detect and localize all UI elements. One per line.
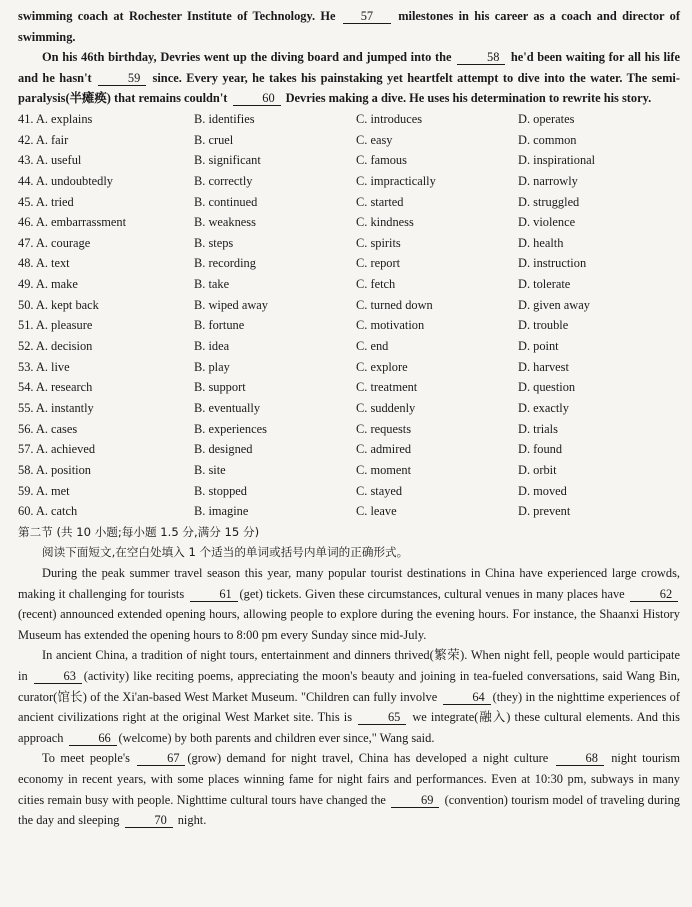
option-row — [18, 357, 680, 378]
passage-a-p1-text-1: swimming coach at Rochester Institute of Technology. He — [18, 9, 336, 23]
blank-69: 69 — [391, 793, 439, 808]
option-d: D. given away — [518, 297, 590, 312]
option-c: C. stayed — [356, 483, 403, 498]
passage-b-p1-text-3: (recent) announced extended opening hours, allowing people to explore during the evening hours. For instance, the Shaanxi History Museum has extended the opening hours to 8:00 pm every Sunday since mid-July. — [18, 607, 680, 642]
option-b: B. stopped — [194, 483, 248, 498]
option-b: B. support — [194, 380, 246, 395]
blank-58: 58 — [457, 50, 505, 65]
option-c: C. report — [356, 256, 401, 271]
option-b: B. weakness — [194, 215, 256, 230]
option-row — [18, 109, 680, 130]
option-c: C. leave — [356, 504, 397, 519]
blank-68: 68 — [556, 751, 604, 766]
option-b: B. experiences — [194, 421, 267, 436]
option-b: B. play — [194, 359, 230, 374]
option-row — [18, 315, 680, 336]
option-row — [18, 192, 680, 213]
passage-b-p3-text-2: (grow) demand for night travel, China has developed a night culture — [187, 751, 549, 766]
option-a: 59. A. met — [18, 483, 70, 498]
option-d: D. common — [518, 132, 577, 147]
option-d: D. harvest — [518, 359, 569, 374]
option-d: D. prevent — [518, 504, 571, 519]
option-row — [18, 439, 680, 460]
option-d: D. instruction — [518, 256, 587, 271]
passage-a-p2-text-2: he'd been waiting for all his life and he hasn't — [18, 50, 680, 85]
option-b: B. imagine — [194, 504, 249, 519]
option-row — [18, 336, 680, 357]
option-a: 45. A. tried — [18, 194, 74, 209]
option-c: C. suddenly — [356, 400, 416, 415]
option-row — [18, 481, 680, 502]
option-row — [18, 419, 680, 440]
option-row — [18, 171, 680, 192]
blank-65: 65 — [358, 710, 406, 725]
option-c: C. fetch — [356, 277, 396, 292]
option-d: D. found — [518, 442, 563, 457]
option-c: C. motivation — [356, 318, 425, 333]
option-b: B. eventually — [194, 400, 261, 415]
option-b: B. recording — [194, 256, 256, 271]
option-d: D. moved — [518, 483, 567, 498]
passage-b-p2-text-3: (they) in the nighttime experiences of ancient civilizations right at the original West Market site. This is — [18, 689, 680, 725]
passage-b-p3-text-1: To meet people's — [42, 751, 130, 766]
passage-b-p1-text-1: During the peak summer travel season this year, many popular tourist destinations in China have experienced large crowds, making it challenging for tourists — [18, 565, 680, 601]
option-b: B. designed — [194, 442, 253, 457]
option-d: D. point — [518, 339, 559, 354]
passage-a-p2-text-4: Devries making a dive. He uses his determination to rewrite his story. — [285, 91, 652, 106]
passage-b-p2-text-5: (welcome) by both parents and children ever since," Wang said. — [118, 730, 435, 745]
option-a: 52. A. decision — [18, 339, 93, 354]
passage-b-p3-text-4: (convention) tourism model of traveling during the day and sleeping — [18, 792, 680, 828]
passage-b-p2-text-1: In ancient China, a tradition of night tours, entertainment and dinners thrived(繁荣). When night fell, people would participate in — [18, 648, 680, 683]
section-2-heading: 第二节 (共 10 小题;每小题 1.5 分,满分 15 分) — [18, 524, 260, 539]
option-c: C. treatment — [356, 380, 418, 395]
option-b: B. correctly — [194, 173, 253, 188]
passage-a-p2-text-3: since. Every year, he takes his painstaking yet heartfelt attempt to dive into the water. The semi-paralysis(半瘫痪) that remains couldn't — [18, 70, 680, 106]
option-b: B. cruel — [194, 132, 234, 147]
option-a: 48. A. text — [18, 256, 70, 271]
option-b: B. significant — [194, 153, 261, 168]
passage-b-p3-text-3: night tourism economy in recent years, with some places winning fame for night fairs and performances. Even at 10:30 pm, subways in many cities remain busy with people. Nighttime cultural tours have changed the — [18, 751, 680, 807]
option-a: 42. A. fair — [18, 132, 69, 147]
option-d: D. question — [518, 380, 576, 395]
option-b: B. continued — [194, 194, 258, 209]
blank-67: 67 — [137, 751, 185, 766]
option-row — [18, 150, 680, 171]
option-row — [18, 130, 680, 151]
option-c: C. famous — [356, 153, 407, 168]
option-row — [18, 501, 680, 522]
option-c: C. explore — [356, 359, 408, 374]
passage-a-p2-text-1: On his 46th birthday, Devries went up the diving board and jumped into the — [42, 50, 452, 65]
option-a: 41. A. explains — [18, 111, 93, 126]
section-2-instruction: 阅读下面短文,在空白处填入 1 个适当的单词或括号内单词的正确形式。 — [42, 545, 409, 560]
option-b: B. fortune — [194, 318, 245, 333]
blank-60: 60 — [233, 91, 281, 106]
option-d: D. operates — [518, 111, 575, 126]
option-b: B. wiped away — [194, 297, 268, 312]
option-a: 51. A. pleasure — [18, 318, 93, 333]
option-d: D. struggled — [518, 194, 580, 209]
option-row — [18, 212, 680, 233]
passage-a-paragraph-1 — [18, 6, 680, 47]
blank-57: 57 — [343, 9, 391, 24]
blank-70: 70 — [125, 813, 173, 828]
option-row — [18, 274, 680, 295]
option-d: D. inspirational — [518, 153, 596, 168]
passage-b-p1-text-2: (get) tickets. Given these circumstances, cultural venues in many places have — [239, 586, 625, 601]
option-a: 53. A. live — [18, 359, 70, 374]
option-a: 46. A. embarrassment — [18, 215, 127, 230]
option-a: 43. A. useful — [18, 153, 82, 168]
option-b: B. identifies — [194, 111, 255, 126]
option-d: D. trouble — [518, 318, 569, 333]
passage-a-p1-text-2: milestones in his career as a coach and director of swimming. — [18, 9, 680, 44]
option-c: C. started — [356, 194, 404, 209]
option-c: C. spirits — [356, 235, 401, 250]
blank-61: 61 — [190, 587, 238, 602]
option-d: D. orbit — [518, 462, 557, 477]
option-a: 57. A. achieved — [18, 442, 96, 457]
option-b: B. idea — [194, 339, 230, 354]
option-row — [18, 233, 680, 254]
option-row — [18, 377, 680, 398]
option-c: C. end — [356, 339, 389, 354]
option-row — [18, 460, 680, 481]
passage-b-paragraph-2 — [18, 645, 680, 748]
passage-b-paragraph-3 — [18, 748, 680, 830]
option-d: D. health — [518, 235, 564, 250]
blank-62: 62 — [630, 587, 678, 602]
passage-b-p2-text-4: we integrate(融入) these cultural elements. And this approach — [18, 710, 681, 745]
option-a: 50. A. kept back — [18, 297, 99, 312]
option-a: 55. A. instantly — [18, 400, 94, 415]
option-a: 56. A. cases — [18, 421, 78, 436]
option-a: 54. A. research — [18, 380, 93, 395]
passage-b-paragraph-1 — [18, 563, 680, 645]
option-b: B. site — [194, 462, 226, 477]
blank-66: 66 — [69, 731, 117, 746]
option-d: D. violence — [518, 215, 576, 230]
option-c: C. easy — [356, 132, 393, 147]
option-b: B. steps — [194, 235, 234, 250]
option-d: D. tolerate — [518, 277, 571, 292]
blank-64: 64 — [443, 690, 491, 705]
option-c: C. requests — [356, 421, 412, 436]
option-c: C. impractically — [356, 173, 436, 188]
option-c: C. introduces — [356, 111, 423, 126]
options-list — [18, 109, 680, 522]
blank-59: 59 — [98, 71, 146, 86]
option-row — [18, 295, 680, 316]
option-a: 49. A. make — [18, 277, 78, 292]
option-c: C. moment — [356, 462, 412, 477]
option-row — [18, 253, 680, 274]
option-a: 44. A. undoubtedly — [18, 173, 113, 188]
passage-b-p2-text-2: (activity) like reciting poems, appreciating the moon's beauty and joining in tea-fueled conversations, said Wang Bin, curator(馆长) of the Xi'an-based West Market Museum. "Children can fully involve — [18, 668, 680, 704]
option-b: B. take — [194, 277, 230, 292]
passage-b-p3-text-5: night. — [177, 813, 207, 828]
option-d: D. narrowly — [518, 173, 578, 188]
option-d: D. trials — [518, 421, 558, 436]
option-row — [18, 398, 680, 419]
option-a: 47. A. courage — [18, 235, 91, 250]
blank-63: 63 — [34, 669, 82, 684]
passage-a-paragraph-2 — [18, 47, 680, 109]
option-a: 60. A. catch — [18, 504, 78, 519]
option-c: C. turned down — [356, 297, 433, 312]
option-c: C. admired — [356, 442, 412, 457]
option-c: C. kindness — [356, 215, 414, 230]
option-d: D. exactly — [518, 400, 569, 415]
option-a: 58. A. position — [18, 462, 91, 477]
